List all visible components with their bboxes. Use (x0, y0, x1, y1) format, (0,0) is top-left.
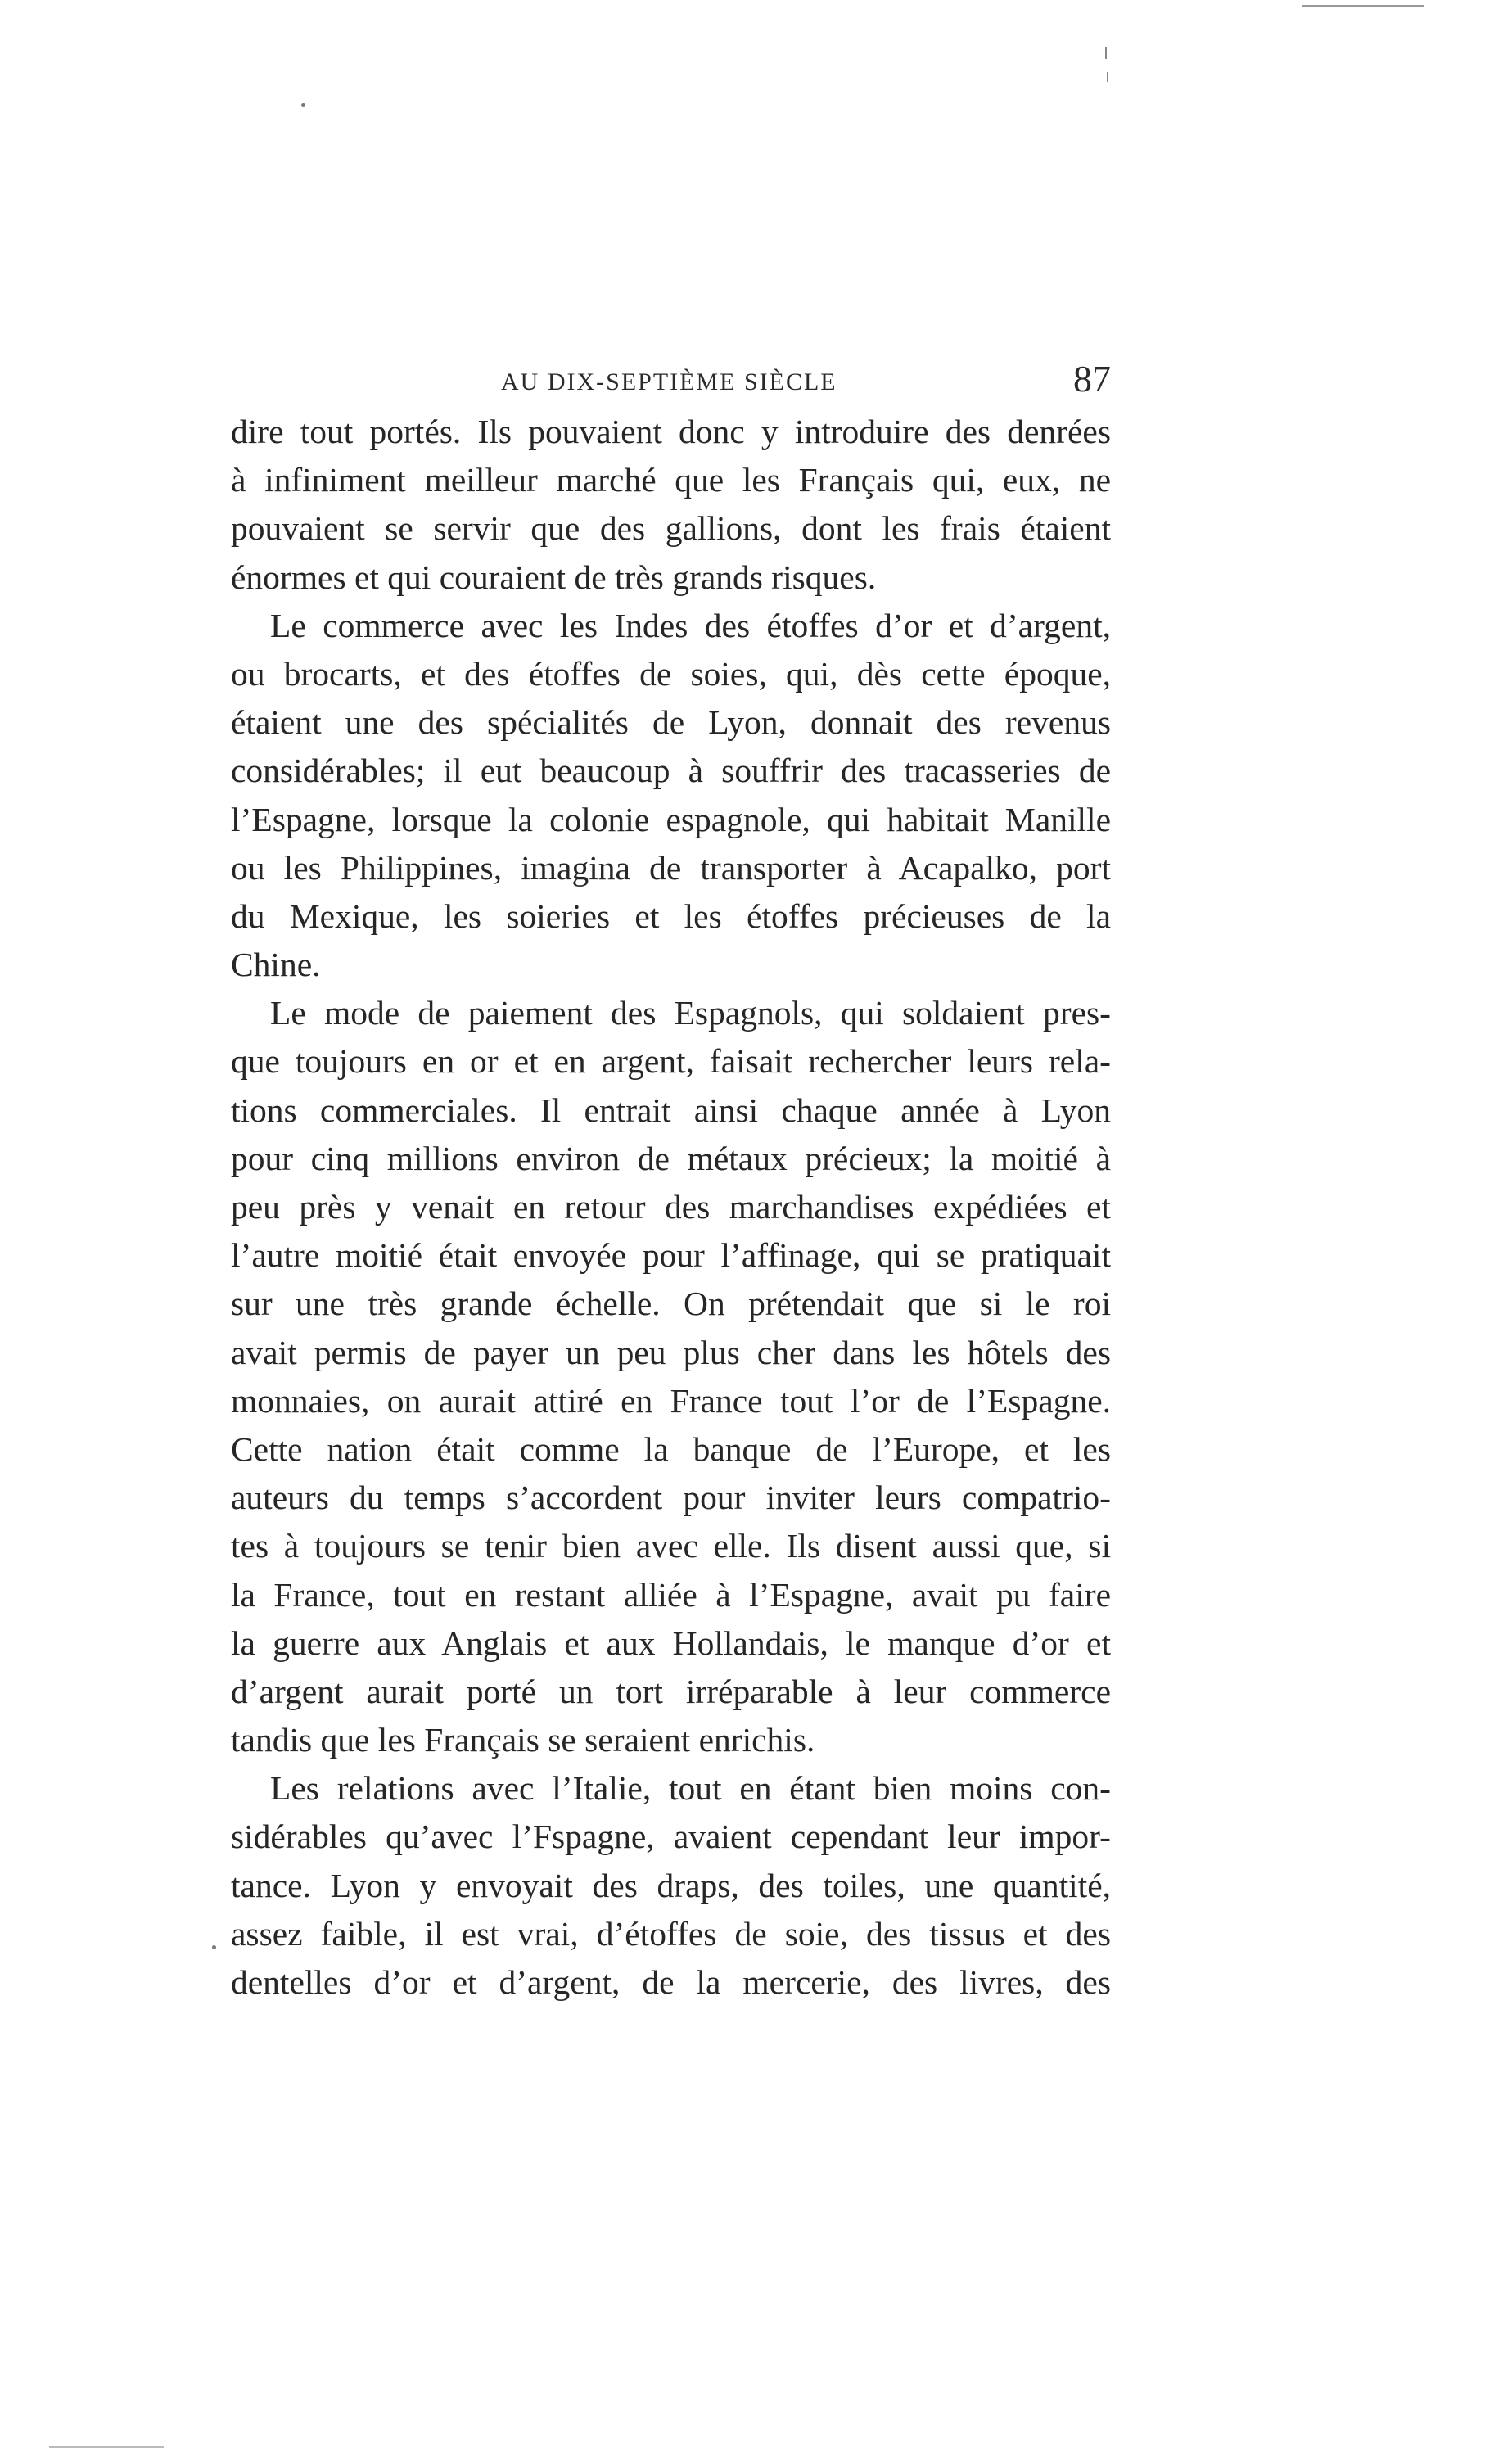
text-line: sur une très grande échelle. On prétendait que si le roi (231, 1285, 1111, 1323)
text-line: auteurs du temps s’accordent pour inviter leurs compatrio- (231, 1479, 1111, 1517)
text-line: pour cinq millions environ de métaux précieux; la moitié à (231, 1139, 1111, 1177)
text-line: dentelles d’or et d’argent, de la mercerie, des livres, des (231, 1963, 1111, 2001)
scan-edge-mark (1302, 5, 1424, 7)
text-line: Les relations avec l’Italie, tout en étant bien moins con- (270, 1769, 1111, 1808)
scan-speck (212, 1945, 216, 1949)
text-line: d’argent aurait porté un tort irréparable à leur commerce (231, 1672, 1111, 1710)
scan-speck (301, 103, 305, 107)
text-line: Le commerce avec les Indes des étoffes d’or et d’argent, (270, 606, 1111, 644)
text-line: avait permis de payer un peu plus cher dans les hôtels des (231, 1333, 1111, 1371)
text-line: peu près y venait en retour des marchandises expédiées et (231, 1188, 1111, 1226)
text-line: assez faible, il est vrai, d’étoffes de soie, des tissus et des (231, 1914, 1111, 1953)
text-line: tes à toujours se tenir bien avec elle. Ils disent aussi que, si (231, 1527, 1111, 1565)
page-header (231, 354, 1111, 411)
text-line: Le mode de paiement des Espagnols, qui soldaient pres- (270, 994, 1111, 1032)
text-line: Cette nation était comme la banque de l’Europe, et les (231, 1429, 1111, 1468)
text-line: la France, tout en restant alliée à l’Espagne, avait pu faire (231, 1575, 1111, 1614)
text-line: tandis que les Français se seraient enrichis. (231, 1721, 815, 1759)
text-line: dire tout portés. Ils pouvaient donc y introduire des denrées (231, 413, 1111, 450)
running-head: AU DIX-SEPTIÈME SIÈCLE (501, 368, 837, 395)
scan-bottom-mark (49, 2446, 164, 2448)
text-line: à infiniment meilleur marché que les Français qui, eux, ne (231, 461, 1111, 499)
text-line: l’Espagne, lorsque la colonie espagnole, qui habitait Manille (231, 800, 1111, 838)
text-line: tance. Lyon y envoyait des draps, des toiles, une quantité, (231, 1866, 1111, 1904)
text-line: ou les Philippines, imagina de transporter à Acapalko, port (231, 848, 1111, 887)
text-line: étaient une des spécialités de Lyon, donnait des revenus (231, 703, 1111, 742)
scan-tick-mark (1107, 72, 1108, 82)
text-line: monnaies, on aurait attiré en France tout l’or de l’Espagne. (231, 1381, 1111, 1420)
text-line: énormes et qui couraient de très grands risques. (231, 558, 877, 596)
text-line: ou brocarts, et des étoffes de soies, qui, dès cette époque, (231, 654, 1111, 693)
text-line: pouvaient se servir que des gallions, dont les frais étaient (231, 509, 1111, 548)
text-line: la guerre aux Anglais et aux Hollandais, le manque d’or et (231, 1623, 1111, 1662)
text-line: tions commerciales. Il entrait ainsi chaque année à Lyon (231, 1091, 1111, 1129)
text-line: du Mexique, les soieries et les étoffes précieuses de la (231, 896, 1111, 935)
page-number: 87 (1073, 358, 1111, 400)
scan-tick-mark (1105, 47, 1107, 59)
text-line: que toujours en or et en argent, faisait rechercher leurs rela- (231, 1042, 1111, 1081)
text-line: l’autre moitié était envoyée pour l’affinage, qui se pratiquait (231, 1236, 1111, 1275)
body-text (231, 408, 1111, 2007)
text-line: considérables; il eut beaucoup à souffrir des tracasseries de (231, 752, 1111, 790)
text-line: sidérables qu’avec l’Fspagne, avaient cependant leur impor- (231, 1818, 1111, 1856)
text-line: Chine. (231, 946, 321, 984)
